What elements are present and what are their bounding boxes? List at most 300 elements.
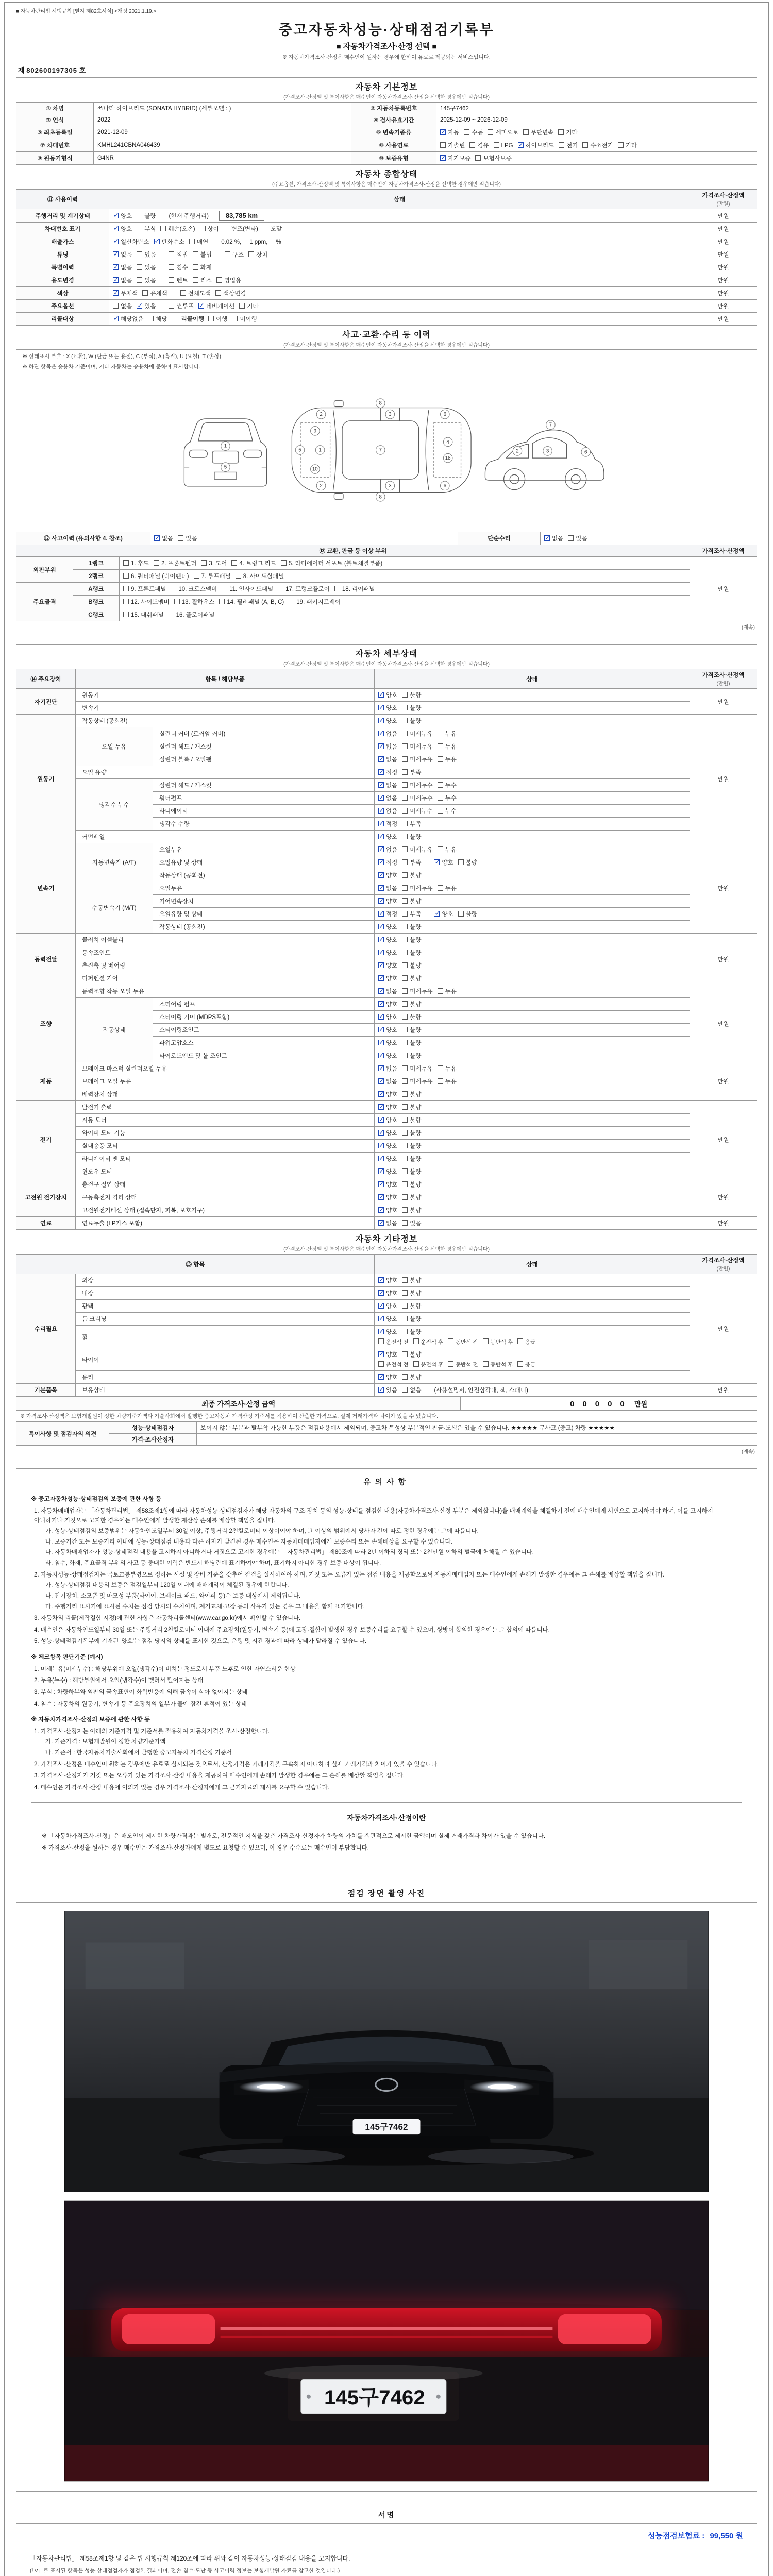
checkbox-icon (402, 1040, 408, 1045)
checkbox-label: 양호 (386, 950, 398, 956)
checkbox-option[interactable] (148, 315, 167, 323)
checkbox-label: 8. 사이드실패널 (243, 573, 284, 580)
checkbox-option[interactable] (169, 276, 188, 284)
checkbox-option[interactable] (378, 794, 397, 802)
checkbox-label: 없음 (386, 1066, 398, 1072)
checkbox-icon (464, 129, 469, 135)
checkbox-option[interactable] (378, 755, 397, 764)
checkbox-option[interactable] (378, 1052, 397, 1060)
checkbox-option[interactable] (378, 1026, 397, 1034)
checkbox-option[interactable] (289, 598, 341, 606)
checkbox-option[interactable] (232, 315, 257, 323)
checkbox-option[interactable] (178, 534, 197, 543)
item-label: 실린더 블록 / 오일팬 (153, 753, 375, 766)
option-group (169, 276, 246, 285)
item-label: 내장 (76, 1287, 375, 1300)
rank-label: C랭크 (73, 608, 120, 621)
price-cell: 만원 (690, 1217, 757, 1230)
checkbox-option[interactable] (402, 1289, 421, 1297)
pricing-definition-title: 자동차가격조사·산정이란 (299, 1809, 474, 1827)
checkbox-option[interactable] (160, 225, 195, 233)
checkbox-option[interactable] (438, 742, 457, 751)
checkbox-option[interactable] (378, 1386, 397, 1394)
checkbox-option[interactable] (378, 781, 397, 789)
checkbox-option[interactable] (402, 1276, 421, 1284)
checkbox-label: 기타 (625, 143, 637, 149)
checkbox-icon (402, 1053, 408, 1058)
checkbox-option[interactable] (402, 910, 421, 918)
checkbox-option[interactable] (137, 250, 156, 259)
checkbox-option[interactable] (402, 1386, 421, 1394)
field-label: ⑨ 원동기형식 (16, 152, 94, 165)
checkbox-option[interactable] (402, 820, 421, 828)
history-label: 튜닝 (16, 248, 109, 261)
checkbox-option[interactable] (464, 128, 483, 137)
price-cell: 만원 (690, 223, 757, 235)
checkbox-option[interactable] (123, 598, 170, 606)
option-group (378, 1350, 426, 1359)
checkbox-option[interactable] (402, 794, 432, 802)
checkbox-label: 양호 (386, 1182, 398, 1188)
checkbox-option[interactable] (438, 884, 457, 892)
checkbox-option[interactable] (378, 730, 397, 738)
checkbox-option[interactable] (458, 910, 477, 918)
checkbox-option[interactable] (402, 781, 432, 789)
price-cell: 만원 (690, 1178, 757, 1217)
checkbox-label: 양호 (386, 1002, 398, 1008)
checkbox-option[interactable] (137, 302, 156, 310)
checkbox-option[interactable] (378, 1276, 397, 1284)
checkbox-option[interactable] (402, 1302, 421, 1310)
checkbox-icon (378, 1040, 384, 1045)
checkbox-option[interactable] (113, 315, 143, 323)
checkbox-icon (215, 290, 221, 296)
checkbox-option[interactable] (239, 302, 258, 310)
checkbox-icon (378, 1207, 384, 1213)
checkbox-option[interactable] (402, 730, 432, 738)
checkbox-option[interactable] (378, 1180, 397, 1189)
checkbox-option[interactable] (413, 1361, 444, 1368)
checkbox-option[interactable] (568, 534, 587, 543)
checkbox-option[interactable] (402, 704, 421, 712)
checkbox-option[interactable] (378, 961, 397, 970)
checkbox-option[interactable] (402, 1077, 432, 1086)
checkbox-option[interactable] (402, 1129, 421, 1137)
checkbox-option[interactable] (378, 1039, 397, 1047)
part-list (120, 583, 690, 596)
checkbox-icon (438, 782, 443, 788)
state-cell (375, 702, 690, 715)
checkbox-option[interactable] (483, 1338, 513, 1346)
checkbox-option[interactable] (154, 238, 184, 246)
checkbox-option[interactable] (378, 987, 397, 995)
checkbox-option[interactable] (378, 1142, 397, 1150)
checkbox-option[interactable] (378, 910, 397, 918)
checkbox-option[interactable] (378, 845, 397, 854)
signature-note: (「V」로 표시된 항목은 성능·상태점검자가 점검한 결과이며, 전손·침수·도난 등 사고이력 정보는 보험개발원 자료를 참고한 것입니다.) (30, 2568, 340, 2574)
checkbox-option[interactable] (224, 225, 258, 233)
checkbox-option[interactable] (438, 1077, 457, 1086)
checkbox-option[interactable] (113, 225, 132, 233)
item-label: 배력장치 상태 (76, 1088, 375, 1101)
checkbox-option[interactable] (402, 1000, 421, 1008)
checkbox-option[interactable] (378, 1064, 397, 1073)
checkbox-option[interactable] (378, 1129, 397, 1137)
checkbox-option[interactable] (402, 1052, 421, 1060)
checkbox-option[interactable] (378, 948, 397, 957)
checkbox-icon (378, 756, 384, 762)
checkbox-option[interactable] (434, 910, 453, 918)
checkbox-option[interactable] (378, 936, 397, 944)
checkbox-option[interactable] (169, 302, 193, 310)
checkbox-option[interactable] (483, 1361, 513, 1368)
checkbox-label: 미이행 (240, 316, 257, 323)
checkbox-option[interactable] (378, 974, 397, 982)
state-cell (375, 766, 690, 779)
checkbox-option[interactable] (201, 559, 227, 567)
checkbox-option[interactable] (113, 212, 132, 220)
option-group (378, 742, 461, 751)
checkbox-option[interactable] (123, 572, 189, 580)
checkbox-option[interactable] (402, 1206, 421, 1214)
checkbox-icon (137, 264, 142, 270)
detail-row (16, 1140, 757, 1153)
checkbox-option[interactable] (378, 1077, 397, 1086)
checkbox-icon (402, 846, 408, 852)
checkbox-icon (402, 1027, 408, 1032)
checkbox-option[interactable] (402, 1039, 421, 1047)
checkbox-icon (378, 1351, 384, 1357)
checkbox-option[interactable] (518, 141, 554, 149)
checkbox-option[interactable] (448, 1361, 478, 1368)
checkbox-option[interactable] (378, 1289, 397, 1297)
checkbox-option[interactable] (180, 289, 211, 297)
comprehensive-row (16, 248, 757, 261)
checkbox-option[interactable] (402, 742, 432, 751)
checkbox-option[interactable] (378, 833, 397, 841)
checkbox-option[interactable] (378, 1302, 397, 1310)
checkbox-option[interactable] (438, 730, 457, 738)
checkbox-option[interactable] (434, 858, 453, 867)
history-label: 특별이력 (16, 261, 109, 274)
option-group (169, 301, 263, 311)
checkbox-option[interactable] (378, 1155, 397, 1163)
checkbox-option[interactable] (248, 250, 267, 259)
checkbox-option[interactable] (378, 884, 397, 892)
checkbox-option[interactable] (378, 1193, 397, 1201)
checkbox-option[interactable] (378, 1350, 397, 1359)
checkbox-option[interactable] (113, 276, 132, 284)
checkbox-option[interactable] (154, 534, 173, 543)
checkbox-option[interactable] (200, 225, 219, 233)
checkbox-option[interactable] (378, 1206, 397, 1214)
checkbox-option[interactable] (281, 559, 382, 567)
checkbox-option[interactable] (413, 1338, 444, 1346)
checkbox-option[interactable] (517, 1338, 535, 1346)
checkbox-label: 매연 (196, 239, 209, 245)
checkbox-option[interactable] (169, 611, 215, 619)
checkbox-label: 불법 (200, 252, 212, 258)
checkbox-option[interactable] (378, 1090, 397, 1098)
state-cell (375, 1384, 690, 1397)
checkbox-option[interactable] (378, 1328, 397, 1336)
doc-no-suffix: 호 (79, 66, 86, 74)
checkbox-icon (180, 290, 186, 296)
checkbox-option[interactable] (402, 717, 421, 725)
checkbox-option[interactable] (378, 1167, 397, 1176)
checkbox-option[interactable] (378, 704, 397, 712)
checkbox-option[interactable] (169, 250, 188, 259)
checkbox-option[interactable] (402, 858, 421, 867)
checkbox-option[interactable] (488, 128, 518, 137)
option-group (113, 289, 172, 298)
checkbox-option[interactable] (278, 585, 330, 593)
checkbox-label: 없음 (121, 252, 132, 258)
checkbox-option[interactable] (402, 768, 421, 776)
checkbox-option[interactable] (171, 585, 217, 593)
checkbox-option[interactable] (378, 807, 397, 815)
checkbox-option[interactable] (402, 1064, 432, 1073)
checkbox-option[interactable] (263, 225, 282, 233)
checkbox-option[interactable] (378, 858, 397, 867)
checkbox-label: 없음 (386, 1221, 398, 1227)
checkbox-option[interactable] (193, 276, 212, 284)
svg-text:3: 3 (389, 483, 392, 489)
state-cell (109, 287, 690, 300)
checkbox-option[interactable] (378, 768, 397, 776)
checkbox-option[interactable] (458, 858, 477, 867)
checkbox-label: 불량 (410, 924, 422, 930)
checkbox-option[interactable] (378, 1103, 397, 1111)
checkbox-option[interactable] (402, 948, 421, 957)
checkbox-option[interactable] (378, 717, 397, 725)
item-label: 변속기 (76, 702, 375, 715)
checkbox-option[interactable] (402, 974, 421, 982)
checkbox-option[interactable] (402, 807, 432, 815)
checkbox-option[interactable] (378, 923, 397, 931)
checkbox-option[interactable] (137, 276, 156, 284)
checkbox-option[interactable] (402, 1328, 421, 1336)
checkbox-option[interactable] (113, 263, 132, 272)
field-label: ⑦ 차대번호 (16, 139, 94, 152)
checkbox-option[interactable] (402, 1155, 421, 1163)
checkbox-option[interactable] (517, 1361, 535, 1368)
notice-line: 4. 매수인은 가격조사·산정 내용에 이의가 있는 경우 가격조사·산정자에게 그 근거자료의 제시를 요구할 수 있습니다. (34, 1784, 329, 1791)
checkbox-option[interactable] (402, 1013, 421, 1021)
checkbox-option[interactable] (494, 142, 513, 149)
checkbox-option[interactable] (402, 1315, 421, 1323)
checkbox-option[interactable] (402, 833, 421, 841)
checkbox-option[interactable] (402, 936, 421, 944)
checkbox-option[interactable] (378, 897, 397, 905)
checkbox-label: 없음 (386, 989, 398, 995)
option-group (113, 250, 160, 259)
checkbox-option[interactable] (193, 263, 212, 272)
inspection-photo-front (64, 1911, 709, 2192)
checkbox-option[interactable] (219, 598, 284, 606)
checkbox-option[interactable] (137, 263, 156, 272)
document-number (18, 65, 757, 75)
checkbox-option[interactable] (402, 923, 421, 931)
checkbox-option[interactable] (113, 289, 138, 297)
checkbox-label: 양호 (386, 1316, 398, 1323)
checkbox-icon (402, 1316, 408, 1321)
checkbox-option[interactable] (440, 154, 470, 162)
checkbox-label: 자가보증 (448, 156, 471, 162)
checkbox-option[interactable] (402, 987, 432, 995)
checkbox-option[interactable] (378, 1000, 397, 1008)
state-cell (375, 1049, 690, 1062)
checkbox-option[interactable] (402, 1142, 421, 1150)
checkbox-option[interactable] (402, 1180, 421, 1189)
checkbox-option[interactable] (402, 755, 432, 764)
checkbox-option[interactable] (402, 1090, 421, 1098)
checkbox-option[interactable] (523, 128, 553, 137)
checkbox-option[interactable] (113, 302, 132, 310)
checkbox-option[interactable] (378, 820, 397, 828)
checkbox-option[interactable] (378, 1013, 397, 1021)
checkbox-label: 불량 (410, 1027, 422, 1033)
checkbox-option[interactable] (123, 559, 149, 567)
checkbox-option[interactable] (198, 302, 235, 310)
checkbox-icon (169, 251, 174, 257)
checkbox-option[interactable] (225, 250, 244, 259)
checkbox-option[interactable] (402, 1026, 421, 1034)
checkbox-option[interactable] (142, 289, 167, 297)
checkbox-icon (402, 898, 408, 904)
checkbox-option[interactable] (582, 141, 613, 149)
checkbox-icon (174, 599, 180, 604)
checkbox-option[interactable] (475, 154, 512, 162)
field-text: KMHL241CBNA046439 (97, 142, 160, 148)
checkbox-icon (402, 1194, 408, 1200)
checkbox-option[interactable] (402, 1193, 421, 1201)
checkbox-option[interactable] (378, 691, 397, 699)
checkbox-option[interactable] (438, 755, 457, 764)
checkbox-option[interactable] (402, 1116, 421, 1124)
checkbox-option[interactable] (402, 691, 421, 699)
checkbox-option[interactable] (438, 1064, 457, 1073)
checkbox-option[interactable] (438, 794, 457, 802)
detail-row (16, 1217, 757, 1230)
checkbox-icon (402, 795, 408, 801)
checkbox-option[interactable] (194, 572, 231, 580)
checkbox-option[interactable] (402, 1167, 421, 1176)
checkbox-option[interactable] (558, 128, 577, 137)
part-list (120, 570, 690, 583)
checkbox-option[interactable] (174, 598, 215, 606)
checkbox-option[interactable] (189, 238, 208, 246)
checkbox-option[interactable] (402, 871, 421, 879)
checkbox-option[interactable] (378, 1338, 409, 1346)
checkbox-icon (402, 962, 408, 968)
checkbox-option[interactable] (154, 559, 196, 567)
item-label: 실린더 헤드 / 개스킷 (153, 779, 375, 792)
field-label: ② 자동차등록번호 (351, 103, 436, 114)
checkbox-option[interactable] (438, 807, 457, 815)
checkbox-option[interactable] (123, 611, 164, 619)
checkbox-option[interactable] (123, 585, 166, 593)
option-group (378, 909, 426, 919)
checkbox-icon (113, 303, 119, 309)
checkbox-option[interactable] (402, 1219, 421, 1227)
detail-row (16, 934, 757, 946)
checkbox-option[interactable] (402, 961, 421, 970)
checkbox-option[interactable] (402, 897, 421, 905)
option-group (113, 301, 160, 311)
checkbox-option[interactable] (378, 1315, 397, 1323)
checkbox-icon (378, 769, 384, 775)
checkbox-option[interactable] (378, 1361, 409, 1368)
checkbox-option[interactable] (438, 781, 457, 789)
option-group (378, 1154, 426, 1163)
checkbox-icon (402, 988, 408, 994)
comprehensive-row (16, 287, 757, 300)
final-price-note: ※ 가격조사·산정액은 보험개발원이 정한 차량기준가액과 기술사회에서 발행한 중고자동차 가격산정 기준서를 적용하여 산출한 가격으로, 실제 거래가격과 차이가 있을 수 있습니다. (16, 1411, 757, 1422)
checkbox-option[interactable] (402, 845, 432, 854)
checkbox-option[interactable] (378, 1373, 397, 1381)
checkbox-option[interactable] (231, 559, 276, 567)
checkbox-option[interactable] (469, 141, 489, 149)
checkbox-option[interactable] (137, 225, 156, 233)
checkbox-option[interactable] (378, 742, 397, 751)
checkbox-option[interactable] (544, 534, 563, 543)
item-label: 충전구 절연 상태 (76, 1178, 375, 1191)
checkbox-option[interactable] (208, 315, 227, 323)
item-label: 발전기 출력 (76, 1101, 375, 1114)
checkbox-option[interactable] (618, 141, 637, 149)
checkbox-option[interactable] (216, 276, 241, 284)
checkbox-option[interactable] (378, 1116, 397, 1124)
opinion-row (16, 1434, 757, 1446)
checkbox-icon (208, 316, 214, 321)
checkbox-option[interactable] (440, 141, 465, 149)
checkbox-option[interactable] (378, 1219, 397, 1227)
checkbox-option[interactable] (193, 250, 212, 259)
checkbox-option[interactable] (559, 141, 578, 149)
checkbox-option[interactable] (402, 1373, 421, 1381)
checkbox-icon (232, 316, 238, 321)
checkbox-option[interactable] (236, 572, 284, 580)
checkbox-option[interactable] (169, 263, 188, 272)
checkbox-option[interactable] (222, 585, 273, 593)
checkbox-label: 있음 (386, 1387, 398, 1394)
checkbox-option[interactable] (402, 884, 432, 892)
checkbox-option[interactable] (215, 289, 246, 297)
checkbox-option[interactable] (402, 1350, 421, 1359)
final-price-label: 최종 가격조사·산정 금액 (16, 1397, 461, 1411)
checkbox-option[interactable] (113, 238, 149, 246)
checkbox-option[interactable] (113, 250, 132, 259)
checkbox-option[interactable] (448, 1338, 478, 1346)
checkbox-option[interactable] (440, 128, 459, 137)
checkbox-option[interactable] (438, 987, 457, 995)
part-list (120, 596, 690, 608)
checkbox-option[interactable] (334, 585, 375, 593)
state-cell (375, 869, 690, 882)
checkbox-option[interactable] (378, 871, 397, 879)
checkbox-icon (137, 303, 142, 309)
checkbox-option[interactable] (438, 845, 457, 854)
checkbox-option[interactable] (137, 212, 156, 220)
checkbox-option[interactable] (402, 1103, 421, 1111)
notice-line: 1. 미세누유(미세누수) : 해당부위에 오일(냉각수)이 비치는 정도로서 부품 노후로 인한 자연스러운 현상 (34, 1666, 296, 1672)
checkbox-icon (193, 251, 198, 257)
rank-label: 2랭크 (73, 570, 120, 583)
option-group (378, 1372, 426, 1382)
device-label: 동력전달 (16, 934, 76, 985)
price-cell: 만원 (690, 985, 757, 1062)
